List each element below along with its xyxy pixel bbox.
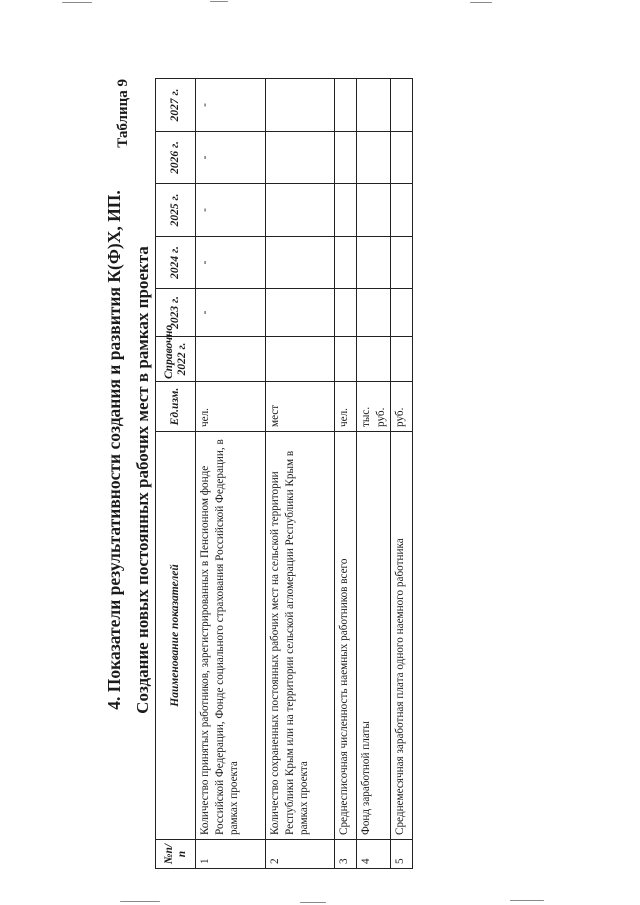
indicator-name: Количество принятых работников, зарегистрированных в Пенсионном фонде Российской Федерации, Фонде социального страхования Российской Федерации, в рамках проекта [196, 432, 266, 840]
value-cell-2027 [266, 79, 335, 132]
indicator-name: Среднемесячная заработная плата одного наемного работника [391, 432, 413, 840]
indicator-name: Фонд заработной платы [357, 432, 391, 840]
header-cell-2027: 2027 г. [156, 79, 196, 132]
value-cell-2025 [357, 184, 391, 237]
table-subtitle: Создание новых постоянных рабочих мест в рамках проекта [133, 246, 152, 714]
value-cell-2027 [391, 79, 413, 132]
value-cell-2026 [335, 132, 357, 184]
table-row [266, 79, 335, 869]
indicators-table [155, 78, 413, 869]
header-cell-2023: 2023 г. [156, 289, 196, 337]
value-cell-2023 [266, 289, 335, 337]
scan-speck [120, 901, 160, 902]
value-cell-2025 [266, 184, 335, 237]
value-cell-2027 [357, 79, 391, 132]
value-cell-2024 [335, 237, 357, 289]
table-row [196, 79, 266, 869]
document-page [60, 30, 620, 870]
value-cell-2023 [357, 289, 391, 337]
value-cell-2023 [335, 289, 357, 337]
value-cell-2025 [391, 184, 413, 237]
value-cell-2026: - [196, 132, 266, 184]
unit-cell: мест [266, 382, 335, 432]
unit-cell: чел. [335, 382, 357, 432]
scan-speck [470, 2, 492, 3]
value-cell-2027: - [196, 79, 266, 132]
header-cell-reference-2022: Справочно 2022 г. [156, 337, 196, 382]
header-cell-unit: Ед.изм. [156, 382, 196, 432]
header-cell-2024: 2024 г. [156, 237, 196, 289]
section-title: 4. Показатели результативности создания и развития К(Ф)Х, ИП. [104, 190, 124, 710]
table-row [335, 79, 357, 869]
unit-cell: руб. [391, 382, 413, 432]
value-cell-2026 [266, 132, 335, 184]
header-cell-2026: 2026 г. [156, 132, 196, 184]
value-cell-2024: - [196, 237, 266, 289]
value-cell-2022 [335, 337, 357, 382]
table-row [357, 79, 391, 869]
value-cell-2024 [391, 237, 413, 289]
value-cell-2022 [391, 337, 413, 382]
value-cell-2024 [266, 237, 335, 289]
indicator-name: Количество сохраненных постоянных рабочих мест на сельской территории Республики Крым или на территории сельской агломерации Республики Крым в рамках проекта [266, 432, 335, 840]
table-row [391, 79, 413, 869]
row-number: 1 [196, 840, 266, 869]
header-cell-number: №п/п [156, 840, 196, 869]
value-cell-2025 [335, 184, 357, 237]
scan-speck [62, 2, 92, 3]
row-number: 4 [357, 840, 391, 869]
value-cell-2022 [357, 337, 391, 382]
scan-speck [300, 902, 326, 903]
header-cell-indicator-name: Наименование показателей [156, 432, 196, 840]
value-cell-2026 [357, 132, 391, 184]
header-cell-2025: 2025 г. [156, 184, 196, 237]
value-cell-2025: - [196, 184, 266, 237]
value-cell-2024 [357, 237, 391, 289]
value-cell-2023 [391, 289, 413, 337]
row-number: 5 [391, 840, 413, 869]
row-number: 3 [335, 840, 357, 869]
value-cell-2023: - [196, 289, 266, 337]
value-cell-2026 [391, 132, 413, 184]
row-number: 2 [266, 840, 335, 869]
indicator-name: Среднесписочная численность наемных работников всего [335, 432, 357, 840]
value-cell-2022 [266, 337, 335, 382]
scan-speck [510, 900, 544, 901]
table-caption: Таблица 9 [115, 79, 131, 148]
value-cell-2027 [335, 79, 357, 132]
unit-cell: чел. [196, 382, 266, 432]
header-row [156, 79, 196, 869]
value-cell-2022 [196, 337, 266, 382]
unit-cell: тыс. руб. [357, 382, 391, 432]
scan-speck [210, 1, 228, 2]
